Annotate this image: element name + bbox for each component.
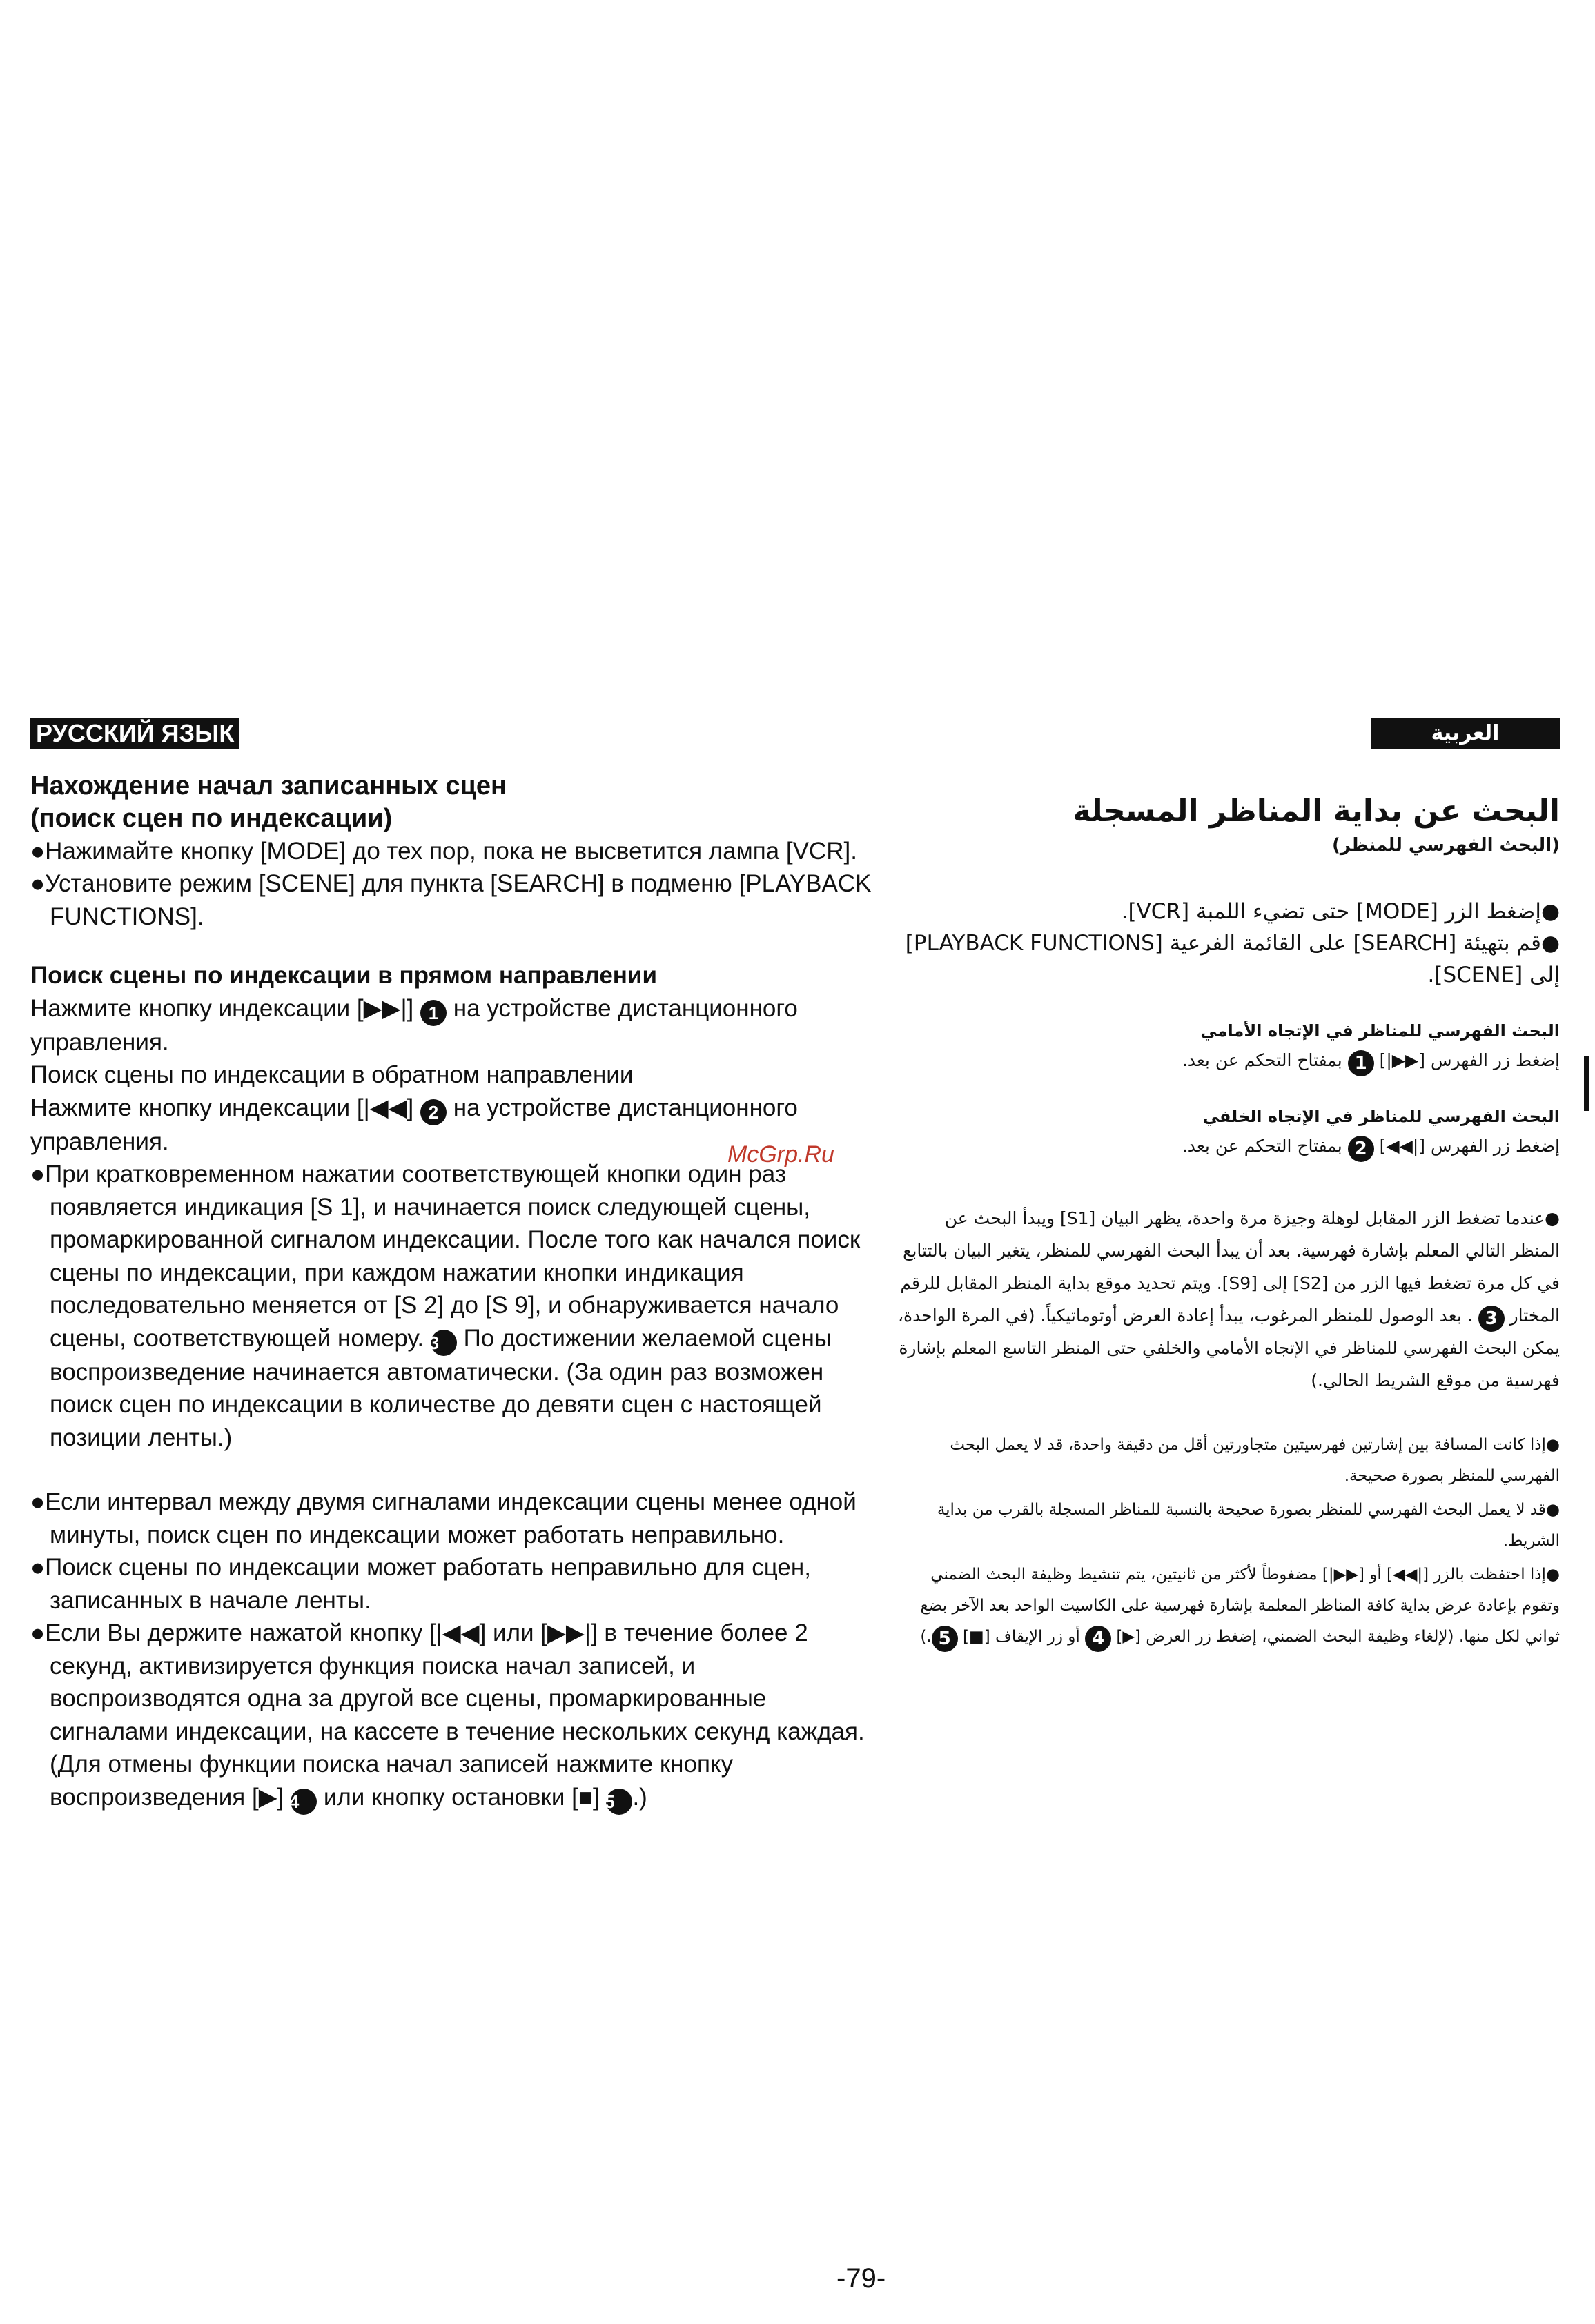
russian-note-hold-button: ●Если Вы держите нажатой кнопку [|◀◀] или [▶▶|] в течение более 2 секунд, активизируется функция поиска начал записей, и воспроизводятся одна за другой все сцены, промаркированные сигналами индексации, на кассете в течение нескольких секунд каждая. (Для отмены функции поиска начал записей нажмите кнопку воспроизведения [▶] 4 или кнопку остановки [■] 5 .) <box>30 1617 886 1815</box>
arabic-language-label: العربية <box>1371 718 1560 749</box>
edge-marker <box>1584 1056 1589 1111</box>
arabic-reverse-heading: البحث الفهرسي للمناظر في الإتجاه الخلفي <box>1202 1107 1560 1126</box>
arabic-note-hold-button: ●إذا احتفظت بالزر [|◀◀] أو [▶▶|] مضغوطاً لأكثر من ثانيتين، يتم تنشيط وظيفة البحث الضمني وتقوم بإعادة عرض بداية كافة المناظر المعلمة بإشارة فهرسية على الكاسيت الواحد بعد الآخر بضع ثواني لكل منها. (لإلغاء وظيفة البحث الضمني، إضغط زر العرض [▶] 4 أو زر الإيقاف [■] 5.) <box>890 1559 1560 1653</box>
callout-4-icon: 4 <box>291 1789 317 1815</box>
arabic-column <box>890 718 1560 1653</box>
arabic-reverse-text: إضغط زر الفهرس [|◀◀] 2 بمفتاح التحكم عن بعد. <box>890 1133 1560 1162</box>
page-number: -79- <box>836 2263 886 2294</box>
russian-bullet-mode: ●Нажимайте кнопку [MODE] до тех пор, пока не высветится лампа [VCR]. <box>30 837 857 865</box>
russian-bullet-scene: ●Установите режим [SCENE] для пункта [SEARCH] в подменю [PLAYBACK FUNCTIONS]. <box>30 870 872 930</box>
russian-forward-heading: Поиск сцены по индексации в прямом направлении <box>30 962 657 989</box>
russian-note-interval: ●Если интервал между двумя сигналами индексации сцены менее одной минуты, поиск сцен по индексации может работать неправильно. <box>30 1488 857 1548</box>
callout-3-icon: 3 <box>1478 1306 1505 1332</box>
russian-title: Нахождение начал записанных сцен (поиск сцен по индексации) <box>30 771 507 833</box>
arabic-note-tape-start: ●قد لا يعمل البحث الفهرسي للمنظر بصورة صحيحة بالنسبة للمناظر المسجلة بالقرب من بداية الشريط. <box>937 1501 1560 1550</box>
russian-reverse-heading: Поиск сцены по индексации в обратном направлении <box>30 1061 634 1088</box>
russian-reverse-text: Нажмите кнопку индексации [|◀◀] 2 на устройстве дистанционного управления. <box>30 1094 798 1155</box>
russian-long-explanation: ●При кратковременном нажатии соответствующей кнопки один раз появляется индикация [S 1], и начинается поиск следующей сцены, промаркированной сигналом индексации. После того как начался поиск сцены по индексации, при каждом нажатии кнопки индикация последовательно меняется от [S 2] до [S 9], и обнаруживается начало сцены, соответствующей номеру. 3 По достижении желаемой сцены воспроизведение начинается автоматически. (За один раз возможен поиск сцен по индексации в количестве до девяти сцен с настоящей позиции ленты.) <box>30 1161 861 1451</box>
callout-2-icon: 2 <box>420 1099 447 1125</box>
russian-language-label: РУССКИЙ ЯЗЫК <box>30 718 239 749</box>
callout-1-icon: 1 <box>420 1000 447 1026</box>
callout-3-icon: 3 <box>431 1330 457 1356</box>
callout-1-icon: 1 <box>1348 1050 1374 1076</box>
arabic-title: البحث عن بداية المناظر المسجلة <box>1073 794 1560 829</box>
arabic-note-interval: ●إذا كانت المسافة بين إشارتين فهرسيتين متجاورتين أقل من دقيقة واحدة، قد لا يعمل البحث الفهرسي للمنظر بصورة صحيحة. <box>950 1436 1560 1485</box>
callout-5-icon: 5 <box>932 1626 958 1652</box>
russian-forward-text: Нажмите кнопку индексации [▶▶|] 1 на устройстве дистанционного управления. <box>30 994 798 1056</box>
russian-note-tape-start: ●Поиск сцены по индексации может работать неправильно для сцен, записанных в начале ленты. <box>30 1554 811 1614</box>
arabic-bullets-top: ●إضغط الزر [MODE] حتى تضيء اللمبة [VCR]. ●قم بتهيئة [SEARCH] على القائمة الفرعية [PLAYBACK FUNCTIONS] إلى [SCENE]. <box>905 899 1560 987</box>
arabic-long-explanation: ●عندما تضغط الزر المقابل لوهلة وجيزة مرة واحدة، يظهر البيان [S1] ويبدأ البحث عن المنظر التالي المعلم بإشارة فهرسية. بعد أن يبدأ البحث الفهرسي للمنظر، يتغير البيان بالتتابع في كل مرة تضغط فيها الزر من [S2] إلى [S9]. ويتم تحديد موقع بداية المنظر المقابل للرقم المختار 3 . بعد الوصول للمنظر المرغوب، يبدأ إعادة العرض أوتوماتيكياً. (في المرة الواحدة، يمكن البحث الفهرسي للمناظر في الإتجاه الأمامي والخلفي حتى المنظر التاسع المعلم بإشارة فهرسية من موقع الشريط الحالي.) <box>897 1208 1560 1390</box>
callout-4-icon: 4 <box>1085 1626 1111 1652</box>
callout-5-icon: 5 <box>606 1789 632 1815</box>
site-watermark: McGrp.Ru <box>727 1141 834 1168</box>
russian-column <box>30 718 886 1815</box>
arabic-subtitle: (البحث الفهرسي للمنظر) <box>1332 835 1560 856</box>
callout-2-icon: 2 <box>1348 1136 1374 1162</box>
arabic-forward-heading: البحث الفهرسي للمناظر في الإتجاه الأمامي <box>1200 1021 1560 1041</box>
arabic-forward-text: إضغط زر الفهرس [▶▶|] 1 بمفتاح التحكم عن بعد. <box>890 1047 1560 1076</box>
